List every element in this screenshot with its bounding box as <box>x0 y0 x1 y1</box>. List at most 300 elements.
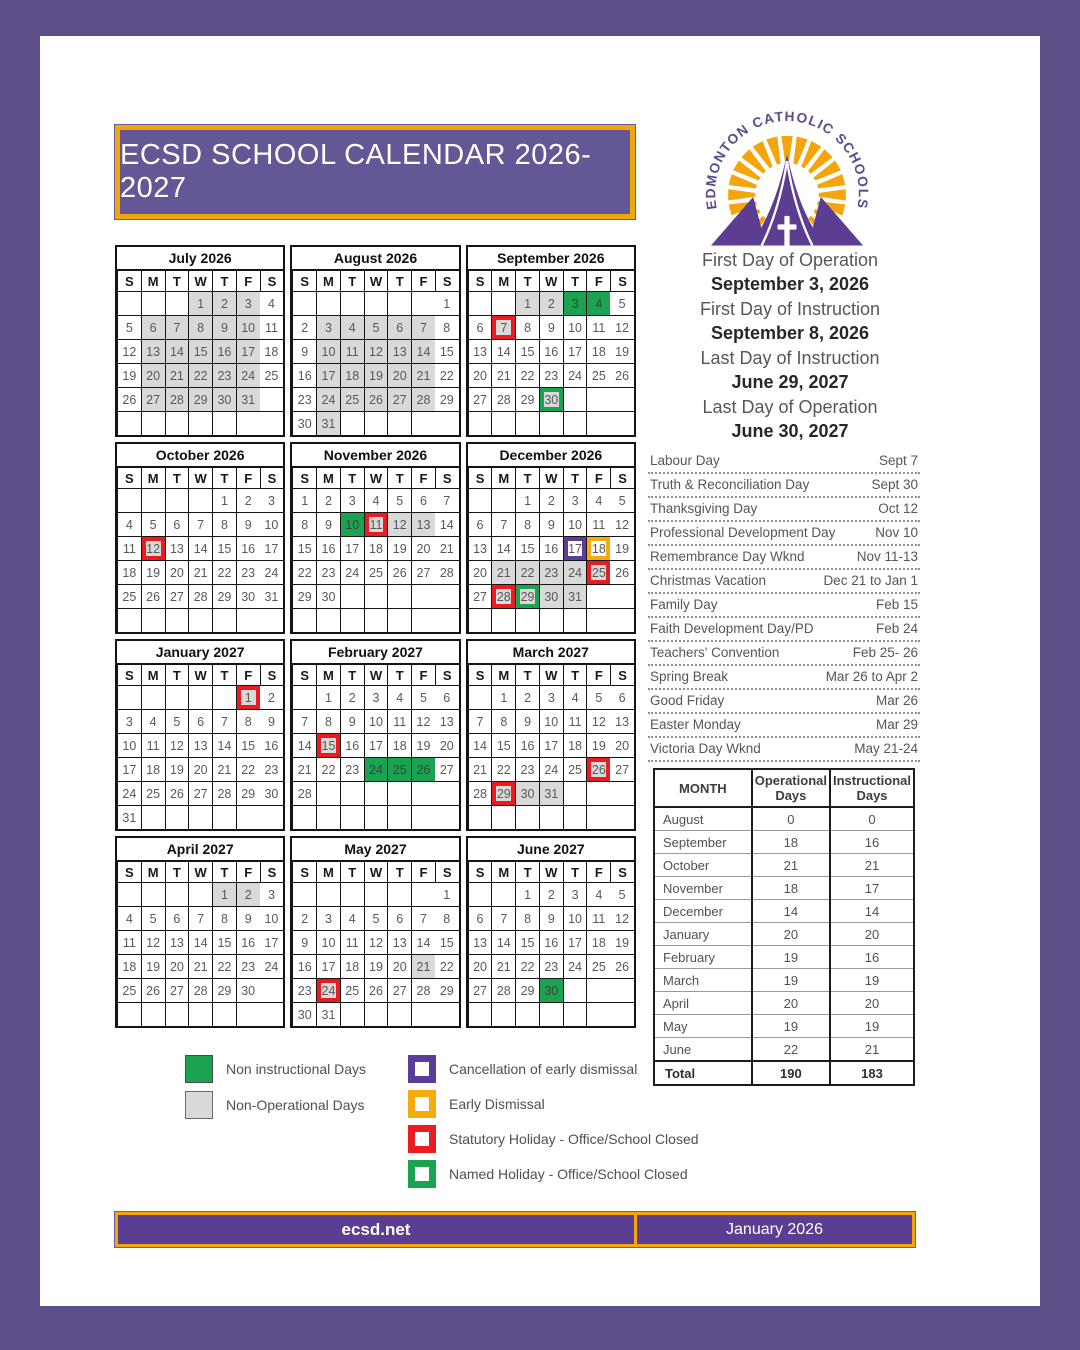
day-cell: 22 <box>236 757 260 781</box>
day-cell-empty <box>387 584 411 608</box>
day-cell-empty <box>117 882 141 906</box>
day-cell: 29 <box>515 387 539 411</box>
day-cell: 22 <box>212 560 236 584</box>
day-cell: 15 <box>212 536 236 560</box>
legend-outlines <box>408 1055 699 1195</box>
holiday-row <box>648 450 920 474</box>
day-cell: 3 <box>236 291 260 315</box>
stats-row <box>654 854 914 877</box>
day-cell-empty <box>610 608 634 632</box>
day-cell: 2 <box>212 291 236 315</box>
day-cell: 6 <box>468 512 492 536</box>
day-header-cell: T <box>515 271 539 291</box>
day-cell: 24 <box>260 560 284 584</box>
day-cell: 17 <box>316 954 340 978</box>
day-cell: 8 <box>515 315 539 339</box>
day-cell: 17 <box>340 536 364 560</box>
day-cell-empty <box>141 291 165 315</box>
day-header-cell: F <box>586 862 610 882</box>
day-cell: 18 <box>117 954 141 978</box>
day-cell-empty <box>610 387 634 411</box>
day-cell: 27 <box>141 387 165 411</box>
day-cell: 11 <box>340 930 364 954</box>
key-date-value: September 8, 2026 <box>710 323 870 343</box>
day-cell: 30 <box>292 1002 316 1026</box>
stats-value: 20 <box>830 923 914 946</box>
day-cell: 23 <box>260 757 284 781</box>
day-cell: 30 <box>236 584 260 608</box>
legend-swatch-outline-green-icon <box>408 1160 436 1188</box>
day-cell: 3 <box>563 291 587 315</box>
holiday-date: Mar 26 to Apr 2 <box>825 669 918 684</box>
day-cell: 17 <box>260 536 284 560</box>
day-cell: 9 <box>292 339 316 363</box>
month <box>466 836 636 1028</box>
day-cell: 28 <box>188 978 212 1002</box>
holiday-list <box>648 450 920 762</box>
day-cell: 19 <box>411 733 435 757</box>
day-header-cell: T <box>165 271 189 291</box>
month-title: June 2027 <box>468 838 634 862</box>
stats-month: March <box>654 969 752 992</box>
day-cell: 2 <box>539 488 563 512</box>
day-cell: 9 <box>292 930 316 954</box>
day-header-cell: M <box>316 468 340 488</box>
day-cell-empty <box>188 1002 212 1026</box>
day-cell: 16 <box>539 339 563 363</box>
day-cell: 21 <box>212 757 236 781</box>
day-cell-empty <box>212 685 236 709</box>
day-cell: 18 <box>117 560 141 584</box>
day-cell-empty <box>141 488 165 512</box>
stats-value: 18 <box>752 831 830 854</box>
day-cell: 10 <box>563 315 587 339</box>
day-cell-empty <box>316 882 340 906</box>
day-cell-empty <box>364 805 388 829</box>
stats-table <box>653 768 915 1086</box>
day-cell: 5 <box>141 906 165 930</box>
stats-month: October <box>654 854 752 877</box>
day-cell-empty <box>141 882 165 906</box>
day-cell: 9 <box>236 906 260 930</box>
day-cell: 4 <box>364 488 388 512</box>
day-cell: 4 <box>586 291 610 315</box>
day-cell: 25 <box>387 757 411 781</box>
footer-issued <box>637 1215 912 1244</box>
day-cell: 30 <box>212 387 236 411</box>
day-cell: 1 <box>292 488 316 512</box>
day-cell: 29 <box>292 584 316 608</box>
day-cell: 21 <box>165 363 189 387</box>
day-cell: 6 <box>411 488 435 512</box>
day-header-cell: M <box>491 862 515 882</box>
day-header-cell: W <box>539 271 563 291</box>
day-cell-empty <box>387 805 411 829</box>
month <box>290 836 460 1028</box>
stats-value: 22 <box>752 1038 830 1062</box>
day-cell: 12 <box>141 536 165 560</box>
legend-fills <box>185 1055 366 1127</box>
day-cell: 15 <box>515 339 539 363</box>
day-cell-empty <box>491 882 515 906</box>
stats-value: 19 <box>752 1015 830 1038</box>
day-cell: 28 <box>165 387 189 411</box>
day-cell-empty <box>563 781 587 805</box>
day-cell-empty <box>563 411 587 435</box>
day-header-cell: M <box>491 271 515 291</box>
holiday-name: Easter Monday <box>650 717 741 732</box>
day-cell-empty <box>491 411 515 435</box>
day-cell: 22 <box>212 954 236 978</box>
month <box>115 639 285 831</box>
stats-month: May <box>654 1015 752 1038</box>
sun-ray <box>728 189 755 200</box>
day-cell: 7 <box>212 709 236 733</box>
day-cell: 19 <box>610 339 634 363</box>
day-header-cell: T <box>340 665 364 685</box>
day-cell: 2 <box>236 488 260 512</box>
key-date-label: First Day of Instruction <box>699 299 881 319</box>
day-cell: 19 <box>586 733 610 757</box>
day-cell-empty <box>340 805 364 829</box>
day-cell: 8 <box>515 906 539 930</box>
day-cell-empty <box>141 805 165 829</box>
holiday-row <box>648 570 920 594</box>
stats-value: 0 <box>752 807 830 831</box>
legend-label: Statutory Holiday - Office/School Closed <box>449 1131 699 1147</box>
holiday-date: May 21-24 <box>854 741 918 756</box>
day-header-cell: M <box>316 862 340 882</box>
day-cell: 19 <box>141 954 165 978</box>
day-cell: 9 <box>316 512 340 536</box>
day-cell: 2 <box>236 882 260 906</box>
day-cell-empty <box>260 978 284 1002</box>
day-cell: 24 <box>236 363 260 387</box>
day-cell-empty <box>212 411 236 435</box>
day-cell-empty <box>165 882 189 906</box>
legend-item <box>185 1055 366 1083</box>
day-cell: 19 <box>165 757 189 781</box>
day-cell: 7 <box>491 512 515 536</box>
day-cell: 18 <box>586 930 610 954</box>
day-cell: 20 <box>387 363 411 387</box>
day-cell-empty <box>117 1002 141 1026</box>
stats-value: 20 <box>830 992 914 1015</box>
day-cell: 31 <box>316 411 340 435</box>
holiday-name: Labour Day <box>650 453 720 468</box>
day-cell: 11 <box>141 733 165 757</box>
day-cell-empty <box>610 584 634 608</box>
day-header-cell: S <box>117 468 141 488</box>
day-cell-empty <box>610 805 634 829</box>
day-cell: 26 <box>586 757 610 781</box>
day-cell: 8 <box>188 315 212 339</box>
day-cell: 23 <box>236 560 260 584</box>
day-cell: 2 <box>292 906 316 930</box>
day-cell: 14 <box>491 536 515 560</box>
month <box>466 639 636 831</box>
day-cell-empty <box>586 387 610 411</box>
day-header-cell: T <box>387 271 411 291</box>
day-cell: 16 <box>515 733 539 757</box>
day-cell: 28 <box>411 387 435 411</box>
day-header-cell: S <box>435 665 459 685</box>
day-cell: 4 <box>141 709 165 733</box>
day-cell: 28 <box>468 781 492 805</box>
day-header-cell: S <box>435 271 459 291</box>
day-cell: 27 <box>468 584 492 608</box>
day-cell: 8 <box>316 709 340 733</box>
day-cell: 15 <box>491 733 515 757</box>
day-header-cell: T <box>563 468 587 488</box>
day-cell: 18 <box>141 757 165 781</box>
day-cell: 22 <box>435 363 459 387</box>
day-cell: 17 <box>563 339 587 363</box>
day-cell: 25 <box>364 560 388 584</box>
day-header-cell: S <box>610 862 634 882</box>
day-cell: 25 <box>260 363 284 387</box>
stats-value: 14 <box>752 900 830 923</box>
day-cell-empty <box>141 685 165 709</box>
day-cell: 27 <box>387 978 411 1002</box>
day-cell: 25 <box>340 978 364 1002</box>
day-cell: 29 <box>515 584 539 608</box>
day-cell: 7 <box>292 709 316 733</box>
day-header-cell: W <box>188 665 212 685</box>
stats-row <box>654 969 914 992</box>
day-cell-empty <box>468 411 492 435</box>
day-header-cell: T <box>563 271 587 291</box>
day-cell: 1 <box>491 685 515 709</box>
day-cell: 12 <box>586 709 610 733</box>
day-header-cell: S <box>292 862 316 882</box>
day-cell: 10 <box>340 512 364 536</box>
day-header-cell: W <box>188 271 212 291</box>
day-cell: 21 <box>411 954 435 978</box>
day-cell-empty <box>539 608 563 632</box>
day-cell: 25 <box>141 781 165 805</box>
day-cell-empty <box>411 584 435 608</box>
day-cell-empty <box>411 608 435 632</box>
day-cell: 4 <box>586 882 610 906</box>
key-dates <box>640 247 940 443</box>
day-cell: 21 <box>491 560 515 584</box>
day-cell-empty <box>340 291 364 315</box>
day-cell: 6 <box>387 906 411 930</box>
day-cell: 20 <box>610 733 634 757</box>
day-header-cell: F <box>411 271 435 291</box>
footer-site-label: ecsd.net <box>341 1219 411 1239</box>
day-cell: 5 <box>364 315 388 339</box>
day-header-cell: S <box>468 271 492 291</box>
holiday-row <box>648 738 920 762</box>
day-cell: 7 <box>188 906 212 930</box>
day-cell: 4 <box>260 291 284 315</box>
day-cell: 17 <box>539 733 563 757</box>
day-cell: 29 <box>435 978 459 1002</box>
day-cell: 16 <box>539 536 563 560</box>
day-cell: 15 <box>188 339 212 363</box>
day-cell: 19 <box>364 363 388 387</box>
day-header-cell: W <box>539 665 563 685</box>
day-cell: 10 <box>563 512 587 536</box>
day-cell: 26 <box>165 781 189 805</box>
day-cell: 28 <box>435 560 459 584</box>
stats-row <box>654 1015 914 1038</box>
day-cell-empty <box>340 584 364 608</box>
day-cell: 11 <box>586 315 610 339</box>
day-header-cell: M <box>491 468 515 488</box>
day-cell: 6 <box>610 685 634 709</box>
day-cell: 13 <box>468 339 492 363</box>
day-cell: 16 <box>292 954 316 978</box>
day-cell: 7 <box>468 709 492 733</box>
day-header-cell: S <box>292 468 316 488</box>
day-header-cell: F <box>411 468 435 488</box>
day-cell: 13 <box>141 339 165 363</box>
day-cell-empty <box>610 1002 634 1026</box>
day-cell: 24 <box>539 757 563 781</box>
day-cell-empty <box>387 1002 411 1026</box>
day-cell: 2 <box>539 291 563 315</box>
day-header-cell: T <box>515 468 539 488</box>
day-cell: 10 <box>563 906 587 930</box>
holiday-date: Mar 29 <box>875 717 918 732</box>
day-cell-empty <box>260 411 284 435</box>
day-cell: 17 <box>260 930 284 954</box>
day-cell: 1 <box>188 291 212 315</box>
calendar-title-box <box>115 125 635 219</box>
day-cell-empty <box>188 685 212 709</box>
day-cell: 18 <box>387 733 411 757</box>
holiday-date: Feb 25- 26 <box>852 645 918 660</box>
month-title: August 2026 <box>292 247 458 271</box>
stats-value: 21 <box>830 1038 914 1062</box>
day-cell-empty <box>563 608 587 632</box>
day-cell: 6 <box>141 315 165 339</box>
day-cell: 14 <box>468 733 492 757</box>
day-cell: 5 <box>411 685 435 709</box>
stats-value: 18 <box>752 877 830 900</box>
day-cell: 11 <box>364 512 388 536</box>
day-cell-empty <box>491 488 515 512</box>
day-cell: 8 <box>491 709 515 733</box>
footer-bar <box>115 1212 915 1247</box>
legend-label: Named Holiday - Office/School Closed <box>449 1166 688 1182</box>
day-cell: 24 <box>340 560 364 584</box>
day-cell-empty <box>141 608 165 632</box>
day-cell: 19 <box>117 363 141 387</box>
day-header-cell: W <box>364 862 388 882</box>
day-cell: 11 <box>563 709 587 733</box>
month <box>466 442 636 634</box>
day-header-cell: S <box>435 468 459 488</box>
day-cell: 2 <box>515 685 539 709</box>
day-header-cell: W <box>364 468 388 488</box>
day-cell: 15 <box>435 339 459 363</box>
day-cell-empty <box>165 1002 189 1026</box>
day-cell-empty <box>117 411 141 435</box>
stats-header: MONTH <box>654 769 752 807</box>
day-cell-empty <box>435 608 459 632</box>
day-cell: 13 <box>387 930 411 954</box>
day-cell: 23 <box>539 363 563 387</box>
footer-site <box>118 1215 637 1244</box>
day-header-cell: S <box>610 271 634 291</box>
day-cell: 12 <box>610 906 634 930</box>
day-header-cell: S <box>260 665 284 685</box>
day-cell: 31 <box>563 584 587 608</box>
day-cell: 2 <box>292 315 316 339</box>
day-cell: 22 <box>316 757 340 781</box>
day-cell: 13 <box>435 709 459 733</box>
day-cell: 27 <box>387 387 411 411</box>
day-cell: 17 <box>364 733 388 757</box>
day-cell: 22 <box>515 954 539 978</box>
stats-value: 19 <box>752 969 830 992</box>
day-cell: 30 <box>316 584 340 608</box>
day-header-cell: T <box>165 468 189 488</box>
day-cell: 18 <box>260 339 284 363</box>
day-cell: 5 <box>610 291 634 315</box>
stats-row <box>654 900 914 923</box>
day-cell-empty <box>165 685 189 709</box>
day-cell-empty <box>292 608 316 632</box>
day-header-cell: S <box>117 862 141 882</box>
month-title: April 2027 <box>117 838 283 862</box>
day-cell: 10 <box>364 709 388 733</box>
day-header-cell: T <box>515 665 539 685</box>
day-cell: 29 <box>435 387 459 411</box>
day-cell: 4 <box>563 685 587 709</box>
day-cell: 13 <box>468 930 492 954</box>
day-cell: 20 <box>411 536 435 560</box>
day-cell: 9 <box>212 315 236 339</box>
day-cell: 12 <box>364 930 388 954</box>
day-cell: 23 <box>316 560 340 584</box>
day-cell: 21 <box>188 560 212 584</box>
day-cell-empty <box>468 685 492 709</box>
day-cell: 3 <box>563 882 587 906</box>
day-cell: 16 <box>260 733 284 757</box>
day-cell-empty <box>316 608 340 632</box>
day-cell: 6 <box>165 512 189 536</box>
day-cell: 20 <box>435 733 459 757</box>
day-cell-empty <box>165 608 189 632</box>
day-cell-empty <box>364 411 388 435</box>
day-cell: 21 <box>292 757 316 781</box>
day-cell: 30 <box>236 978 260 1002</box>
day-cell: 28 <box>491 978 515 1002</box>
day-cell: 25 <box>586 954 610 978</box>
day-cell-empty <box>117 291 141 315</box>
day-cell-empty <box>117 488 141 512</box>
day-cell: 7 <box>491 315 515 339</box>
holiday-date: Nov 10 <box>875 525 918 540</box>
day-cell: 20 <box>468 954 492 978</box>
day-header-cell: S <box>468 468 492 488</box>
month <box>466 245 636 437</box>
day-cell: 27 <box>610 757 634 781</box>
key-date-label: First Day of Operation <box>701 250 879 270</box>
holiday-name: Faith Development Day/PD <box>650 621 814 636</box>
day-header-cell: M <box>141 862 165 882</box>
day-cell: 14 <box>491 339 515 363</box>
day-cell: 4 <box>117 906 141 930</box>
month <box>115 442 285 634</box>
day-cell: 26 <box>117 387 141 411</box>
stats-month: November <box>654 877 752 900</box>
